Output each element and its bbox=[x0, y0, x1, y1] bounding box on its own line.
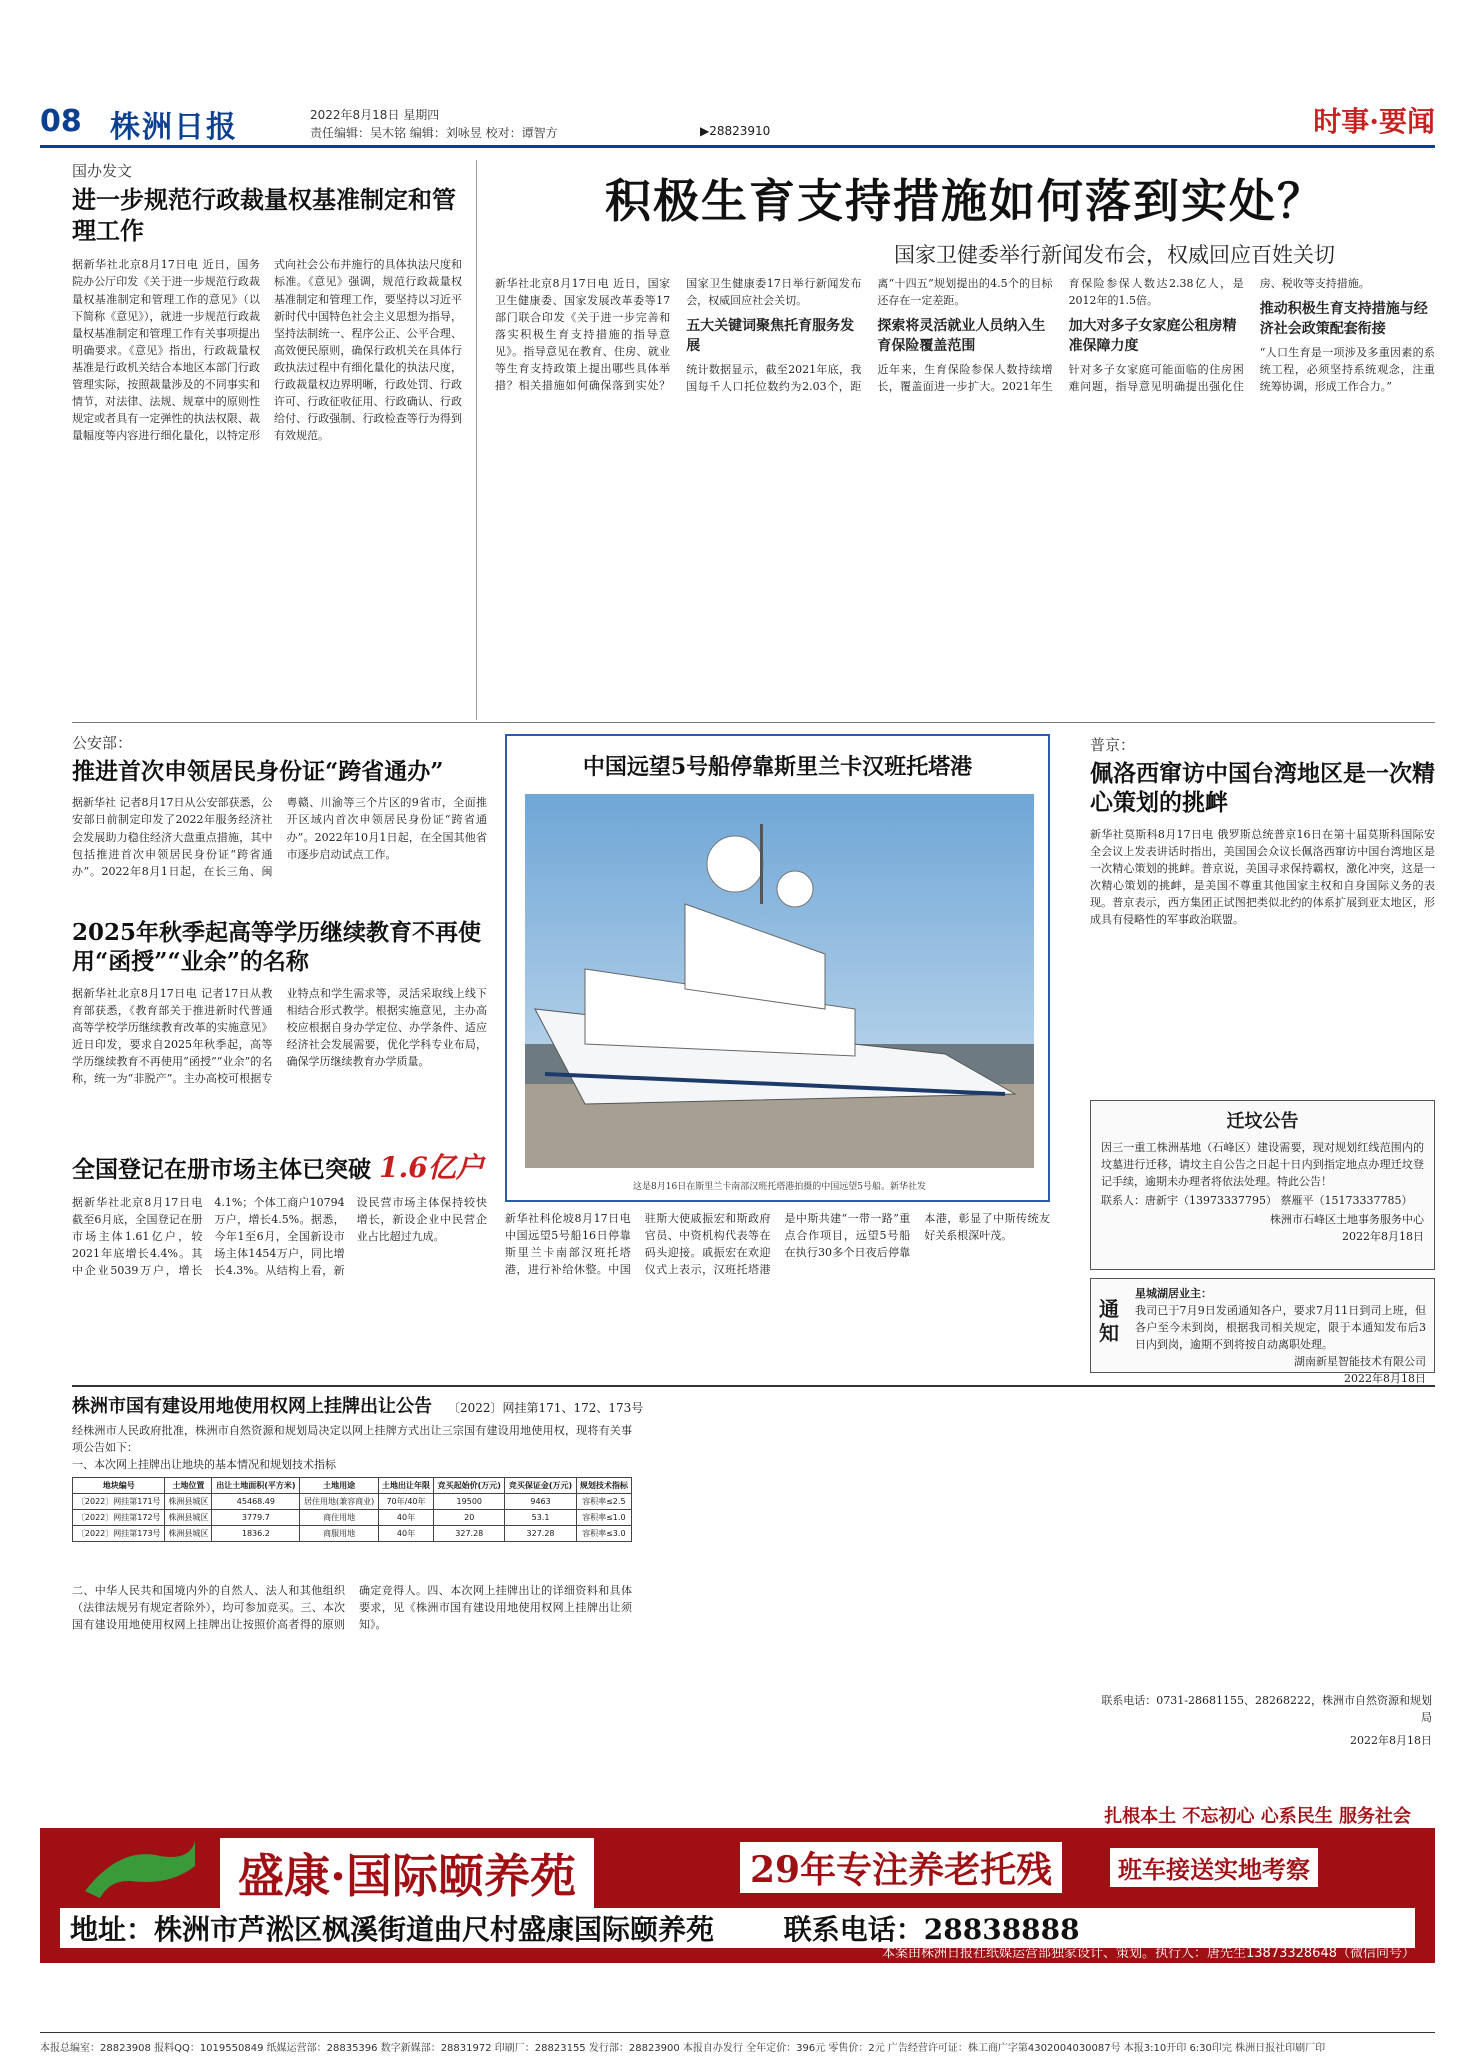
article-market-entities bbox=[72, 1150, 487, 1324]
table-cell: 容积率≤3.0 bbox=[576, 1526, 631, 1542]
notice-signature: 湖南新星智能技术有限公司 bbox=[1294, 1355, 1426, 1369]
article-body: 据新华社北京8月17日电 近日，国务院办公厅印发《关于进一步规范行政裁量权基准制定和管理工作的意见》（以下简称《意见》），就进一步规范行政裁量权基准制定和管理工作有关事项提出明确要求。《意见》指出，行政裁量权基准是行政机关结合本地区本部门行政管理实际，按照裁量涉及的不同事实和情节，对法律、法规、规章中的原则性规定或者具有一定弹性的执法权限、裁量幅度等内容进行细化量化，以特定形式向社会公布并施行的具体执法尺度和标准。《意见》强调，规范行政裁量权基准制定和管理工作，要坚持以习近平新时代中国特色社会主义思想为指导，坚持法制统一、程序公正、公平合理、高效便民原则，确保行政机关在具体行政执法过程中有细化量化的执法尺度，行政裁量权边界明晰，行政处罚、行政许可、行政征收征用、行政确认、行政给付、行政强制、行政检查等行为得到有效规范。 bbox=[72, 258, 462, 442]
ship-photo bbox=[525, 794, 1034, 1168]
table-cell: 商服用地 bbox=[300, 1526, 379, 1542]
article-body: 据新华社北京8月17日电 截至6月底，全国登记在册市场主体1.61亿户，较2021年底增长4.4%。其中企业5039万户，增长4.1%；个体工商户10794万户，增长4.5%。据悉，今年1至6月，全国新设市场主体1454万户，同比增长4.3%。从结构上看，新设民营市场主体保持较快增长，新设企业中民营企业占比超过九成。 bbox=[72, 1195, 487, 1278]
table-row bbox=[73, 1510, 632, 1526]
ad-brand: 盛康·国际颐养苑 bbox=[220, 1838, 594, 1908]
table-header-cell: 地块编号 bbox=[73, 1478, 165, 1494]
article-kicker: 国办发文 bbox=[72, 162, 133, 180]
table-header-row bbox=[73, 1478, 632, 1494]
notice-title: 迁坟公告 bbox=[1226, 1111, 1299, 1132]
table-cell: 40年 bbox=[378, 1510, 433, 1526]
table-header-cell: 规划技术指标 bbox=[576, 1478, 631, 1494]
article-body-para: 统计数据显示，截至2021年底，我国每千人口托位数约为2.03个，距离“十四五”规划提出的4.5个的目标还存在一定差距。 bbox=[686, 277, 1053, 394]
land-notice-title: 株洲市国有建设用地使用权网上挂牌出让公告 bbox=[72, 1396, 432, 1417]
ad-visit: 班车接送实地考察 bbox=[1110, 1848, 1318, 1887]
table-cell: 3779.7 bbox=[212, 1510, 300, 1526]
article-putin bbox=[1090, 734, 1435, 1076]
notice-label: 通知 bbox=[1099, 1297, 1119, 1345]
section-divider bbox=[72, 1385, 1435, 1387]
article-title: 推进首次申领居民身份证“跨省通办” bbox=[72, 758, 444, 785]
table-cell: 〔2022〕网挂第172号 bbox=[73, 1510, 165, 1526]
table-cell: 40年 bbox=[378, 1526, 433, 1542]
land-auction-notice bbox=[72, 1392, 1435, 1792]
table-cell: 327.28 bbox=[505, 1526, 576, 1542]
main-headline-block bbox=[495, 165, 1435, 269]
table-header-cell: 土地位置 bbox=[165, 1478, 212, 1494]
photo-caption: 这是8月16日在斯里兰卡南部汉班托塔港拍摄的中国远望5号船。新华社发 bbox=[633, 1182, 926, 1192]
table-header-cell: 竞买起始价(万元) bbox=[434, 1478, 505, 1494]
main-headline: 积极生育支持措施如何落到实处？ bbox=[605, 174, 1325, 228]
land-notice-date: 2022年8月18日 bbox=[1350, 1734, 1432, 1747]
ad-slogan: 扎根本土 不忘初心 心系民生 服务社会 bbox=[1104, 1806, 1411, 1827]
article-title-highlight: 1.6亿户 bbox=[379, 1151, 484, 1184]
article-kicker: 公安部： bbox=[72, 734, 133, 752]
issue-date: 2022年8月18日 星期四 bbox=[310, 108, 440, 122]
hand-logo-icon bbox=[80, 1836, 200, 1902]
article-education bbox=[72, 918, 487, 1115]
land-parcels-table bbox=[72, 1477, 632, 1542]
editors-line: 责任编辑：吴木铭 编辑：刘咏昱 校对：谭智方 bbox=[310, 126, 558, 140]
notice-signature: 株洲市石峰区土地事务服务中心 bbox=[1270, 1213, 1424, 1227]
land-table-caption: 一、本次网上挂牌出让地块的基本情况和规划技术指标 bbox=[72, 1458, 336, 1472]
table-cell: 〔2022〕网挂第173号 bbox=[73, 1526, 165, 1542]
ad-phone: 联系电话：28838888 bbox=[783, 1913, 1080, 1946]
table-cell: 居住用地(兼容商业) bbox=[300, 1494, 379, 1510]
notice-body: 我司已于7月9日发函通知各户，要求7月11日到司上班，但各户至今未到岗，根据我司相关规定，限于本通知发布后3日内到岗，逾期不到将按自动离职处理。 bbox=[1135, 1304, 1426, 1352]
photo-feature-box bbox=[505, 734, 1050, 1202]
table-header-cell: 出让土地面积(平方米) bbox=[212, 1478, 300, 1494]
ad-credit: 本案由株洲日报社纸媒运营部独家设计、策划。执行人：唐先生13873328648（微信同号） bbox=[882, 1946, 1415, 1961]
table-header-cell: 土地用途 bbox=[300, 1478, 379, 1494]
page-footer: 本报总编室：28823908 报料QQ：1019550849 纸媒运营部：28835396 数字新媒部：28831972 印刷厂：28823155 发行部：28823900 本报自办发行 全年定价：396元 零售价：2元 广告经营许可证：株工商广字第4302004030087号 本报3:10开印 6:30印完 株洲日报社印刷厂印 bbox=[40, 2032, 1435, 2054]
article-title: 2025年秋季起高等学历继续教育不再使用“函授”“业余”的名称 bbox=[72, 919, 482, 976]
photo-feature-article: 新华社科伦坡8月17日电 中国远望5号船16日停靠斯里兰卡南部汉班托塔港，进行补给休整。中国驻斯大使戚振宏和斯政府官员、中资机构代表等在码头迎接。戚振宏在欢迎仪式上表示，汉班托塔港是中斯共建“一带一路”重点合作项目，远望5号船在执行30多个日夜后停靠本港，彰显了中斯传统友好关系根深叶茂。 bbox=[505, 1212, 1050, 1277]
article-title-text: 全国登记在册市场主体已突破 bbox=[72, 1156, 371, 1183]
land-notice-contact: 联系电话：0731-28681155、28268222，株洲市自然资源和规划局 bbox=[1101, 1694, 1432, 1725]
table-cell: 株洲县城区 bbox=[165, 1526, 212, 1542]
photo-feature-title: 中国远望5号船停靠斯里兰卡汉班托塔港 bbox=[582, 754, 973, 780]
ad-address: 地址：株洲市芦淞区枫溪街道曲尺村盛康国际颐养苑 bbox=[70, 1913, 715, 1946]
newspaper-logo: 株洲日报 bbox=[110, 110, 238, 145]
article-kicker: 普京： bbox=[1090, 736, 1136, 754]
table-cell: 70年/40年 bbox=[378, 1494, 433, 1510]
land-notice-number: 〔2022〕网挂第171、172、173号 bbox=[448, 1401, 644, 1415]
page-number: 08 bbox=[40, 104, 82, 139]
table-cell: 商住用地 bbox=[300, 1510, 379, 1526]
article-title: 进一步规范行政裁量权基准制定和管理工作 bbox=[72, 185, 456, 245]
table-row bbox=[73, 1494, 632, 1510]
news-hotline: ▶28823910 bbox=[700, 124, 771, 138]
article-subhead: 推动积极生育支持措施与经济社会政策配套衔接 bbox=[1259, 301, 1428, 338]
article-body-para: 新华社北京8月17日电 近日，国家卫生健康委、国家发展改革委等17部门联合印发《关于进一步完善和落实积极生育支持措施的指导意见》。指导意见在教育、住房、就业等生育支持政策上提出哪些具体举措？相关措施如何确保落到实处？国家卫生健康委17日举行新闻发布会，权威回应社会关切。 bbox=[495, 277, 862, 393]
column-divider bbox=[476, 160, 477, 720]
article-subhead: 探索将灵活就业人员纳入生育保险覆盖范围 bbox=[877, 318, 1046, 355]
notice-contact: 联系人：唐新宇（13973337795） 蔡雁平（15173337785） bbox=[1101, 1194, 1413, 1208]
table-cell: 53.1 bbox=[505, 1510, 576, 1526]
article-fertility-support bbox=[495, 275, 1435, 715]
article-id-card bbox=[72, 732, 487, 894]
ad-years: 29年专注养老托残 bbox=[740, 1842, 1062, 1893]
article-body-para: 针对多子女家庭可能面临的住房困难问题，指导意见明确提出强化住房、税收等支持措施。 bbox=[1068, 277, 1370, 394]
table-header-cell: 土地出让年限 bbox=[378, 1478, 433, 1494]
table-cell: 株洲县城区 bbox=[165, 1494, 212, 1510]
article-body: 新华社莫斯科8月17日电 俄罗斯总统普京16日在第十届莫斯科国际安全会议上发表讲话时指出，美国国会众议长佩洛西窜访中国台湾地区是一次精心策划的挑衅。普京说，美国寻求保持霸权，激化冲突，这是一次精心策划的挑衅，是美国不尊重其他国家主权和自身国际义务的表现。普京表示，西方集团正试图把类似北约的体系扩展到亚太地区，形成具有侵略性的军事政治联盟。 bbox=[1090, 827, 1435, 927]
employment-notice bbox=[1090, 1278, 1435, 1386]
article-subhead: 五大关键词聚焦托育服务发展 bbox=[686, 318, 855, 355]
land-notice-body: 二、中华人民共和国境内外的自然人、法人和其他组织（法律法规另有规定者除外），均可参加竞买。三、本次国有建设用地使用权网上挂牌出让按照价高者得的原则确定竞得人。四、本次网上挂牌出让的详细资料和具体要求，见《株洲市国有建设用地使用权网上挂牌出让须知》。 bbox=[72, 1584, 632, 1632]
table-cell: 1836.2 bbox=[212, 1526, 300, 1542]
article-title bbox=[72, 1150, 487, 1186]
notice-date: 2022年8月18日 bbox=[1342, 1230, 1424, 1244]
table-cell: 株洲县城区 bbox=[165, 1510, 212, 1526]
table-cell: 19500 bbox=[434, 1494, 505, 1510]
main-subheadline: 国家卫健委举行新闻发布会，权威回应百姓关切 bbox=[894, 243, 1335, 267]
article-subhead: 加大对多子女家庭公租房精准保障力度 bbox=[1068, 318, 1237, 355]
table-row bbox=[73, 1526, 632, 1542]
article-body: 据新华社北京8月17日电 记者17日从教育部获悉，《教育部关于推进新时代普通高等学校学历继续教育改革的实施意见》近日印发，要求自2025年秋季起，高等学历继续教育不再使用“函授”“业余”的名称，统一为“非脱产”。主办高校可根据专业特点和学生需求等，灵活采取线上线下相结合形式教学。根据实施意见，主办高校应根据自身办学定位、办学条件、适应经济社会发展需要，优化学科专业布局，确保学历继续教育办学质量。 bbox=[72, 986, 487, 1086]
article-body-para: 近年来，生育保险参保人数持续增长，覆盖面进一步扩大。2021年生育保险参保人数达2.38亿人，是2012年的1.5倍。 bbox=[877, 277, 1244, 394]
notice-title: 星城湖居业主： bbox=[1135, 1287, 1212, 1300]
table-cell: 9463 bbox=[505, 1494, 576, 1510]
table-cell: 容积率≤2.5 bbox=[576, 1494, 631, 1510]
table-cell: 〔2022〕网挂第171号 bbox=[73, 1494, 165, 1510]
elderly-care-advertisement bbox=[40, 1800, 1435, 1963]
grave-relocation-notice bbox=[1090, 1100, 1435, 1270]
ship-illustration bbox=[525, 794, 1034, 1168]
table-header-cell: 竞买保证金(万元) bbox=[505, 1478, 576, 1494]
section-divider bbox=[72, 722, 1435, 723]
table-cell: 20 bbox=[434, 1510, 505, 1526]
notice-date: 2022年8月18日 bbox=[1344, 1372, 1426, 1386]
masthead bbox=[40, 100, 1435, 148]
notice-body: 因三一重工株洲基地（石峰区）建设需要，现对规划红线范围内的坟墓进行迁移，请坟主自公告之日起十日内到指定地点办理迁坟登记手续，逾期未办理者将依法处理。特此公告！ bbox=[1101, 1141, 1424, 1189]
article-body: 据新华社 记者8月17日从公安部获悉，公安部日前制定印发了2022年服务经济社会发展助力稳住经济大盘重点措施，其中包括推进首次申领居民身份证“跨省通办”。2022年8月1日起，在长三角、闽粤赣、川渝等三个片区的9省市，全面推开区域内首次申领居民身份证“跨省通办”。2022年10月1日起，在全国其他省市逐步启动试点工作。 bbox=[72, 796, 487, 878]
article-body-para: “人口生育是一项涉及多重因素的系统工程，必须坚持系统观念，注重统筹协调，形成工作合力。” bbox=[1259, 346, 1435, 394]
table-cell: 45468.49 bbox=[212, 1494, 300, 1510]
section-title: 时事·要闻 bbox=[1313, 105, 1435, 138]
table-cell: 容积率≤1.0 bbox=[576, 1510, 631, 1526]
land-notice-intro: 经株洲市人民政府批准，株洲市自然资源和规划局决定以网上挂牌方式出让三宗国有建设用地使用权，现将有关事项公告如下： bbox=[72, 1424, 632, 1455]
article-title: 佩洛西窜访中国台湾地区是一次精心策划的挑衅 bbox=[1090, 760, 1435, 817]
article-admin-discretion bbox=[72, 160, 462, 696]
table-cell: 327.28 bbox=[434, 1526, 505, 1542]
